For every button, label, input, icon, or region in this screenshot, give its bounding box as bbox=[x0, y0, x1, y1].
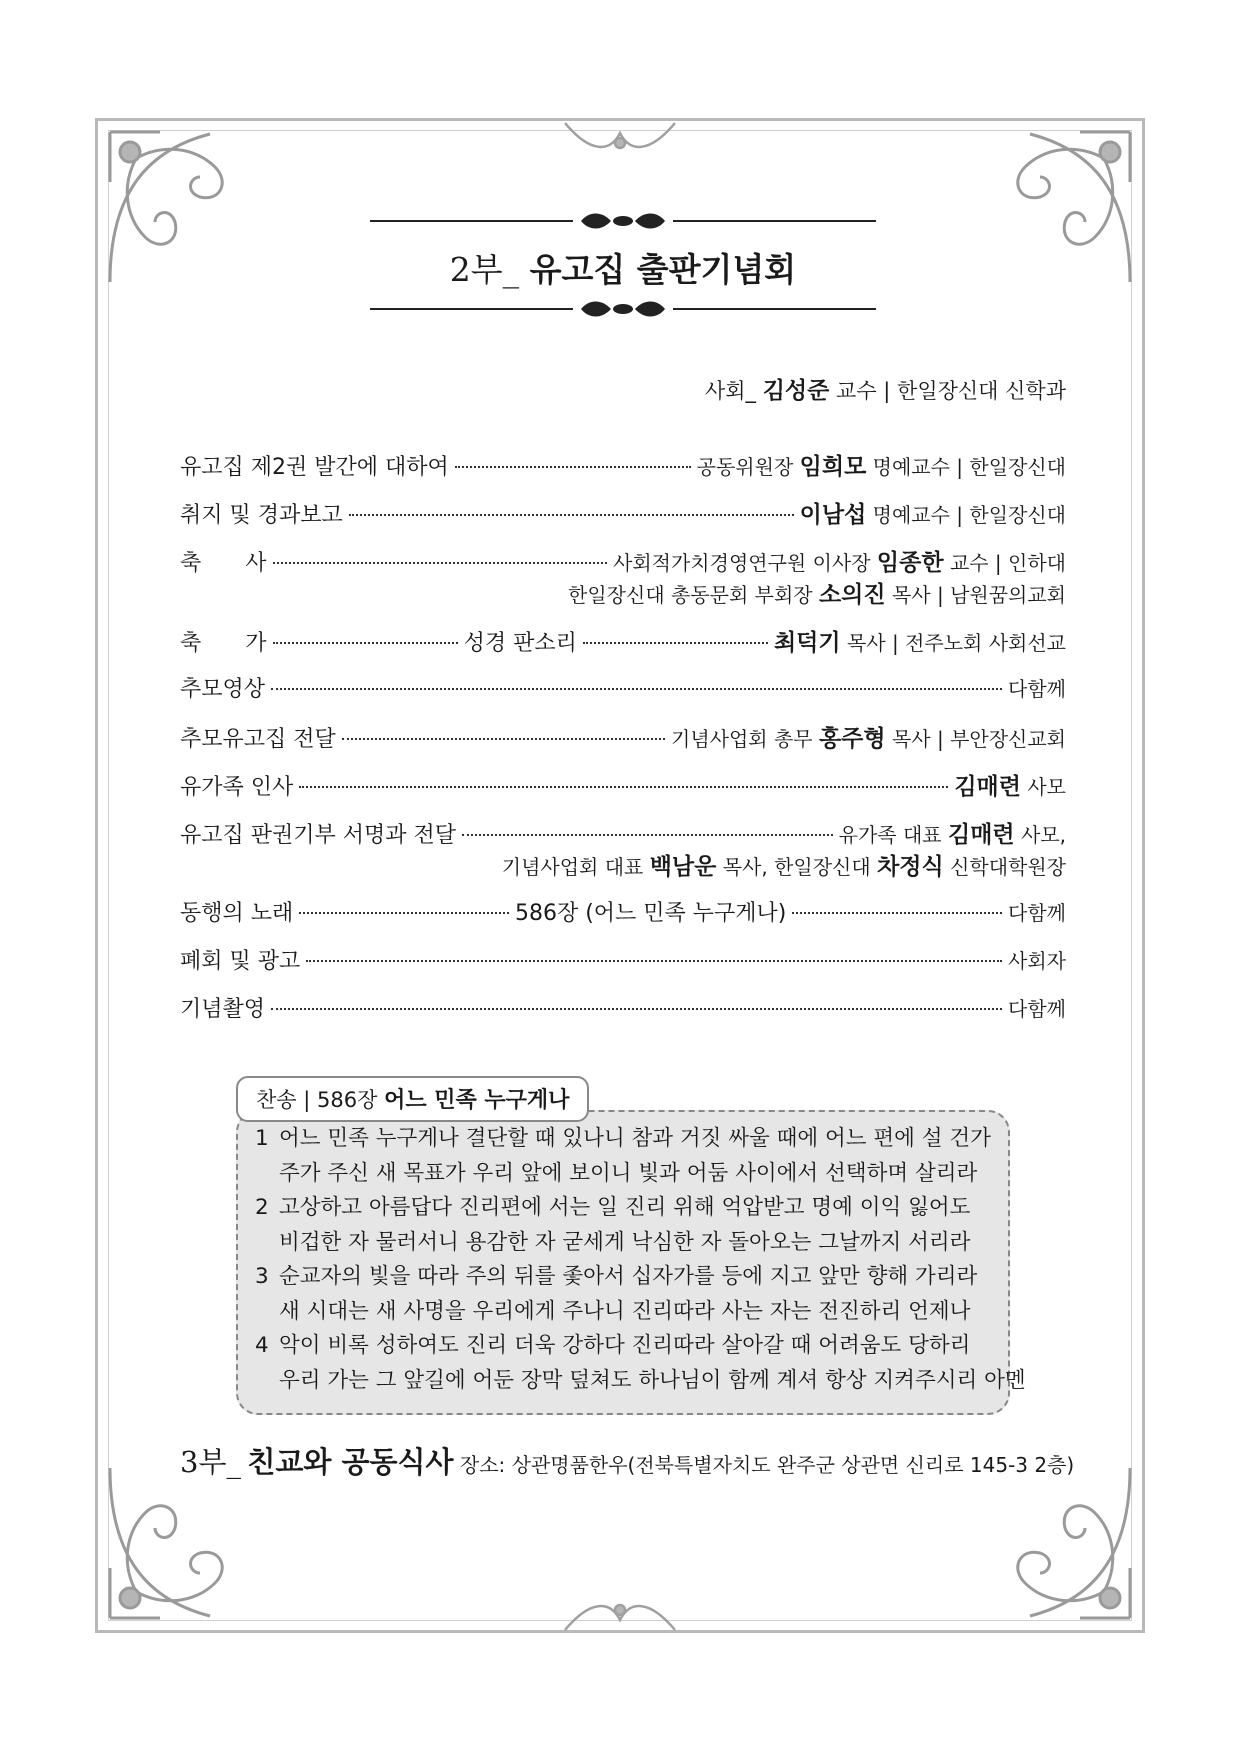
part3-title: 친교와 공동식사 bbox=[247, 1445, 454, 1479]
program-item-label: 유고집 판권기부 서명과 전달 bbox=[180, 823, 457, 848]
leader-dots bbox=[273, 642, 458, 644]
program-item-label: 취지 및 경과보고 bbox=[180, 503, 343, 528]
program-item-value: 사회자 bbox=[1008, 949, 1066, 973]
program-item-value: 최덕기 목사 | 전주노회 사회선교 bbox=[773, 630, 1066, 656]
part3-place: 장소: 상관명품한우(전북특별자치도 완주군 상관면 신리로 145-3 2층) bbox=[459, 1453, 1075, 1477]
verse-line: 새 시대는 새 사명을 우리에게 주나니 진리따라 사는 자는 전진하리 언제나 bbox=[279, 1298, 971, 1324]
leader-dots bbox=[342, 738, 665, 740]
leader-dots bbox=[349, 514, 794, 516]
bottom-center-ornament bbox=[560, 1595, 680, 1635]
host-prefix: 사회_ bbox=[704, 379, 756, 403]
leader-dots bbox=[792, 912, 1002, 914]
title-text: 유고집 출판기념회 bbox=[529, 250, 797, 289]
verse-line: 4 악이 비록 성하여도 진리 더욱 강하다 진리따라 살아갈 때 어려움도 당하리 bbox=[255, 1333, 971, 1358]
program-item bbox=[180, 496, 1066, 544]
verse-line: 1 어느 민족 누구게나 결단할 때 있나니 참과 거짓 싸울 때에 어느 편에 설 건가 bbox=[255, 1126, 991, 1151]
corner-ornament-top-right bbox=[970, 122, 1140, 292]
program-item-label: 축 사 bbox=[180, 551, 267, 576]
page-title bbox=[370, 244, 876, 291]
program-item bbox=[180, 992, 1066, 1040]
program-item-label: 동행의 노래 bbox=[180, 901, 294, 926]
program-list bbox=[180, 448, 1066, 1040]
title-flourish-bottom bbox=[573, 296, 673, 322]
program-item bbox=[180, 544, 1066, 580]
verse-line: 주가 주신 새 목표가 우리 앞에 보이니 빛과 어둠 사이에서 선택하며 살리라 bbox=[279, 1160, 978, 1186]
program-item-continuation: 한일장신대 총동문회 부회장 소의진 목사 | 남원꿈의교회 bbox=[568, 582, 1066, 608]
leader-dots bbox=[271, 688, 1002, 690]
host-title: 교수 | 한일장신대 신학과 bbox=[836, 379, 1066, 403]
verse-line: 2 고상하고 아름답다 진리편에 서는 일 진리 위해 억압받고 명예 이익 잃어도 bbox=[255, 1195, 971, 1220]
host-name: 김성준 bbox=[762, 378, 830, 404]
program-item-value: 유가족 대표 김매련 사모, bbox=[838, 822, 1066, 848]
program-item bbox=[180, 944, 1066, 992]
hymn-tab bbox=[236, 1076, 589, 1122]
host-line bbox=[705, 372, 1066, 405]
leader-dots bbox=[306, 960, 1002, 962]
hymn-number: 찬송 | 586장 bbox=[256, 1088, 378, 1112]
part3-label: 3부_ bbox=[180, 1445, 241, 1479]
part3-heading bbox=[180, 1440, 1074, 1481]
top-center-ornament bbox=[560, 118, 680, 158]
verse-line: 우리 가는 그 앞길에 어둔 장막 덮쳐도 하나님이 함께 계셔 항상 지켜주시리 아멘 bbox=[279, 1367, 1026, 1393]
program-item bbox=[180, 448, 1066, 496]
program-item-value: 공동위원장 임희모 명예교수 | 한일장신대 bbox=[696, 454, 1066, 480]
program-item bbox=[180, 720, 1066, 768]
program-item-label: 축 가 bbox=[180, 631, 267, 656]
leader-dots bbox=[271, 1008, 1002, 1010]
program-item-value: 김매련 사모 bbox=[954, 774, 1066, 800]
program-item bbox=[180, 816, 1066, 852]
hymn-title: 어느 민족 누구게나 bbox=[384, 1088, 570, 1113]
program-item bbox=[180, 896, 1066, 944]
corner-ornament-bottom-left bbox=[100, 1458, 270, 1628]
verse-line: 3 순교자의 빛을 따라 주의 뒤를 좇아서 십자가를 등에 지고 앞만 향해 가리라 bbox=[255, 1264, 978, 1289]
program-item-label: 유고집 제2권 발간에 대하여 bbox=[180, 455, 449, 480]
program-item-label: 유가족 인사 bbox=[180, 775, 294, 800]
program-item-value: 다함께 bbox=[1008, 677, 1066, 701]
section-title-block bbox=[370, 208, 876, 328]
program-item-continuation: 기념사업회 대표 백남운 목사, 한일장신대 차정식 신학대학원장 bbox=[501, 854, 1066, 880]
leader-dots bbox=[462, 834, 833, 836]
program-item bbox=[180, 768, 1066, 816]
program-item-value: 다함께 bbox=[1008, 901, 1067, 925]
title-flourish-top bbox=[573, 208, 673, 234]
program-item bbox=[180, 624, 1066, 672]
program-item-value: 다함께 bbox=[1008, 997, 1066, 1021]
corner-ornament-bottom-right bbox=[970, 1458, 1140, 1628]
verse-line: 비겁한 자 물러서니 용감한 자 굳세게 낙심한 자 돌아오는 그날까지 서리라 bbox=[279, 1229, 971, 1255]
part-label: 2부_ bbox=[449, 250, 520, 289]
corner-ornament-top-left bbox=[100, 122, 270, 292]
program-item-value: 이남섭 명예교수 | 한일장신대 bbox=[799, 502, 1066, 528]
program-item-label: 추모유고집 전달 bbox=[180, 727, 336, 752]
program-item-middle: 586장 (어느 민족 누구게나) bbox=[514, 901, 787, 926]
program-item-label: 폐회 및 광고 bbox=[180, 949, 301, 974]
leader-dots bbox=[455, 466, 691, 468]
program-item-label: 추모영상 bbox=[180, 677, 266, 702]
leader-dots bbox=[299, 786, 948, 788]
program-item-middle: 성경 판소리 bbox=[463, 631, 577, 656]
program-item bbox=[180, 672, 1066, 720]
program-item-value: 기념사업회 총무 홍주형 목사 | 부안장신교회 bbox=[671, 726, 1066, 752]
leader-dots bbox=[273, 562, 608, 564]
leader-dots bbox=[299, 912, 509, 914]
hymn-verses bbox=[255, 1122, 1026, 1398]
program-item-value: 사회적가치경영연구원 이사장 임종한 교수 | 인하대 bbox=[613, 550, 1066, 576]
program-item-label: 기념촬영 bbox=[180, 997, 266, 1022]
leader-dots bbox=[583, 642, 768, 644]
